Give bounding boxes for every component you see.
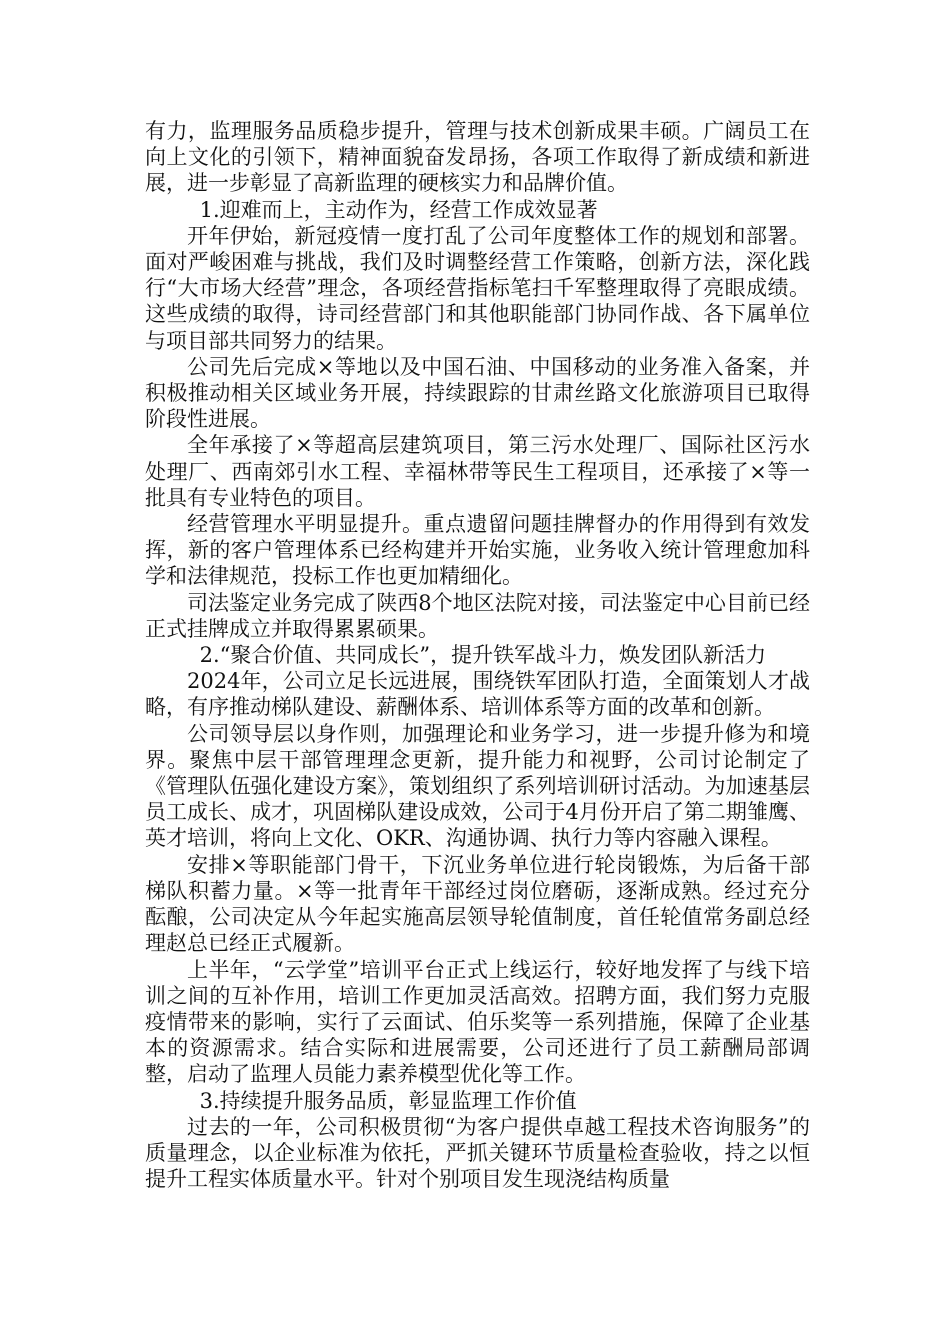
- section-heading-2: 2.“聚合价值、共同成长”，提升铁军战斗力，焕发团队新活力: [199, 643, 767, 668]
- section-heading-1: 1.迎难而上，主动作为，经营工作成效显著: [199, 197, 598, 222]
- paragraph-continuation: 有力，监理服务品质稳步提升，管理与技术创新成果丰硕。广阔员工在向上文化的引领下，精神面貌奋发昂扬，各项工作取得了新成绩和新进展，进一步彰显了高新监理的硬核实力和品牌价值。: [145, 119, 810, 196]
- document-body: [145, 118, 810, 1192]
- paragraph: 全年承接了×等超高层建筑项目，第三污水处理厂、国际社区污水处理厂、西南郊引水工程、幸福林带等民生工程项目，还承接了×等一批具有专业特色的项目。: [145, 433, 810, 510]
- paragraph: 公司领导层以身作则，加强理论和业务学习，进一步提升修为和境界。聚焦中层干部管理理念更新，提升能力和视野，公司讨论制定了《管理队伍强化建设方案》，策划组织了系列培训研讨活动。为加速基层员工成长、成才，巩固梯队建设成效，公司于4月份开启了第二期雏鹰、英才培训，将向上文化、OKR、沟通协调、执行力等内容融入课程。: [145, 721, 810, 851]
- section-heading-3: 3.持续提升服务品质，彰显监理工作价值: [199, 1088, 577, 1113]
- paragraph: 2024年，公司立足长远进展，围绕铁军团队打造，全面策划人才战略，有序推动梯队建设、薪酬体系、培训体系等方面的改革和创新。: [145, 669, 810, 720]
- paragraph: 上半年，“云学堂”培训平台正式上线运行，较好地发挥了与线下培训之间的互补作用，培训工作更加灵活高效。招聘方面，我们努力克服疫情带来的影响，实行了云面试、伯乐奖等一系列措施，保障了企业基本的资源需求。结合实际和进展需要，公司还进行了员工薪酬局部调整，启动了监理人员能力素养模型优化等工作。: [145, 957, 810, 1087]
- paragraph: 安排×等职能部门骨干，下沉业务单位进行轮岗锻炼，为后备干部梯队积蓄力量。×等一批青年干部经过岗位磨砺，逐渐成熟。经过充分酝酿，公司决定从今年起实施高层领导轮值制度，首任轮值常务副总经理赵总已经正式履新。: [145, 852, 810, 956]
- paragraph: 开年伊始，新冠疫情一度打乱了公司年度整体工作的规划和部署。面对严峻困难与挑战，我们及时调整经营工作策略，创新方法，深化践行“大市场大经营”理念，各项经营指标笔扫千军整理取得了亮眼成绩。这些成绩的取得，诗司经营部门和其他职能部门协同作战、各下属单位与项目部共同努力的结果。: [145, 223, 810, 353]
- paragraph: 经营管理水平明显提升。重点遗留问题挂牌督办的作用得到有效发挥，新的客户管理体系已经构建并开始实施，业务收入统计管理愈加科学和法律规范，投标工作也更加精细化。: [145, 512, 810, 589]
- paragraph: 过去的一年，公司积极贯彻“为客户提供卓越工程技术咨询服务”的质量理念，以企业标准为依托，严抓关键环节质量检查验收，持之以恒提升工程实体质量水平。针对个别项目发生现浇结构质量: [145, 1114, 810, 1192]
- paragraph: 司法鉴定业务完成了陕西8个地区法院对接，司法鉴定中心目前已经正式挂牌成立并取得累累硕果。: [145, 590, 810, 641]
- paragraph: 公司先后完成×等地以及中国石油、中国移动的业务准入备案，并积极推动相关区域业务开展，持续跟踪的甘肃丝路文化旅游项目已取得阶段性进展。: [145, 354, 810, 432]
